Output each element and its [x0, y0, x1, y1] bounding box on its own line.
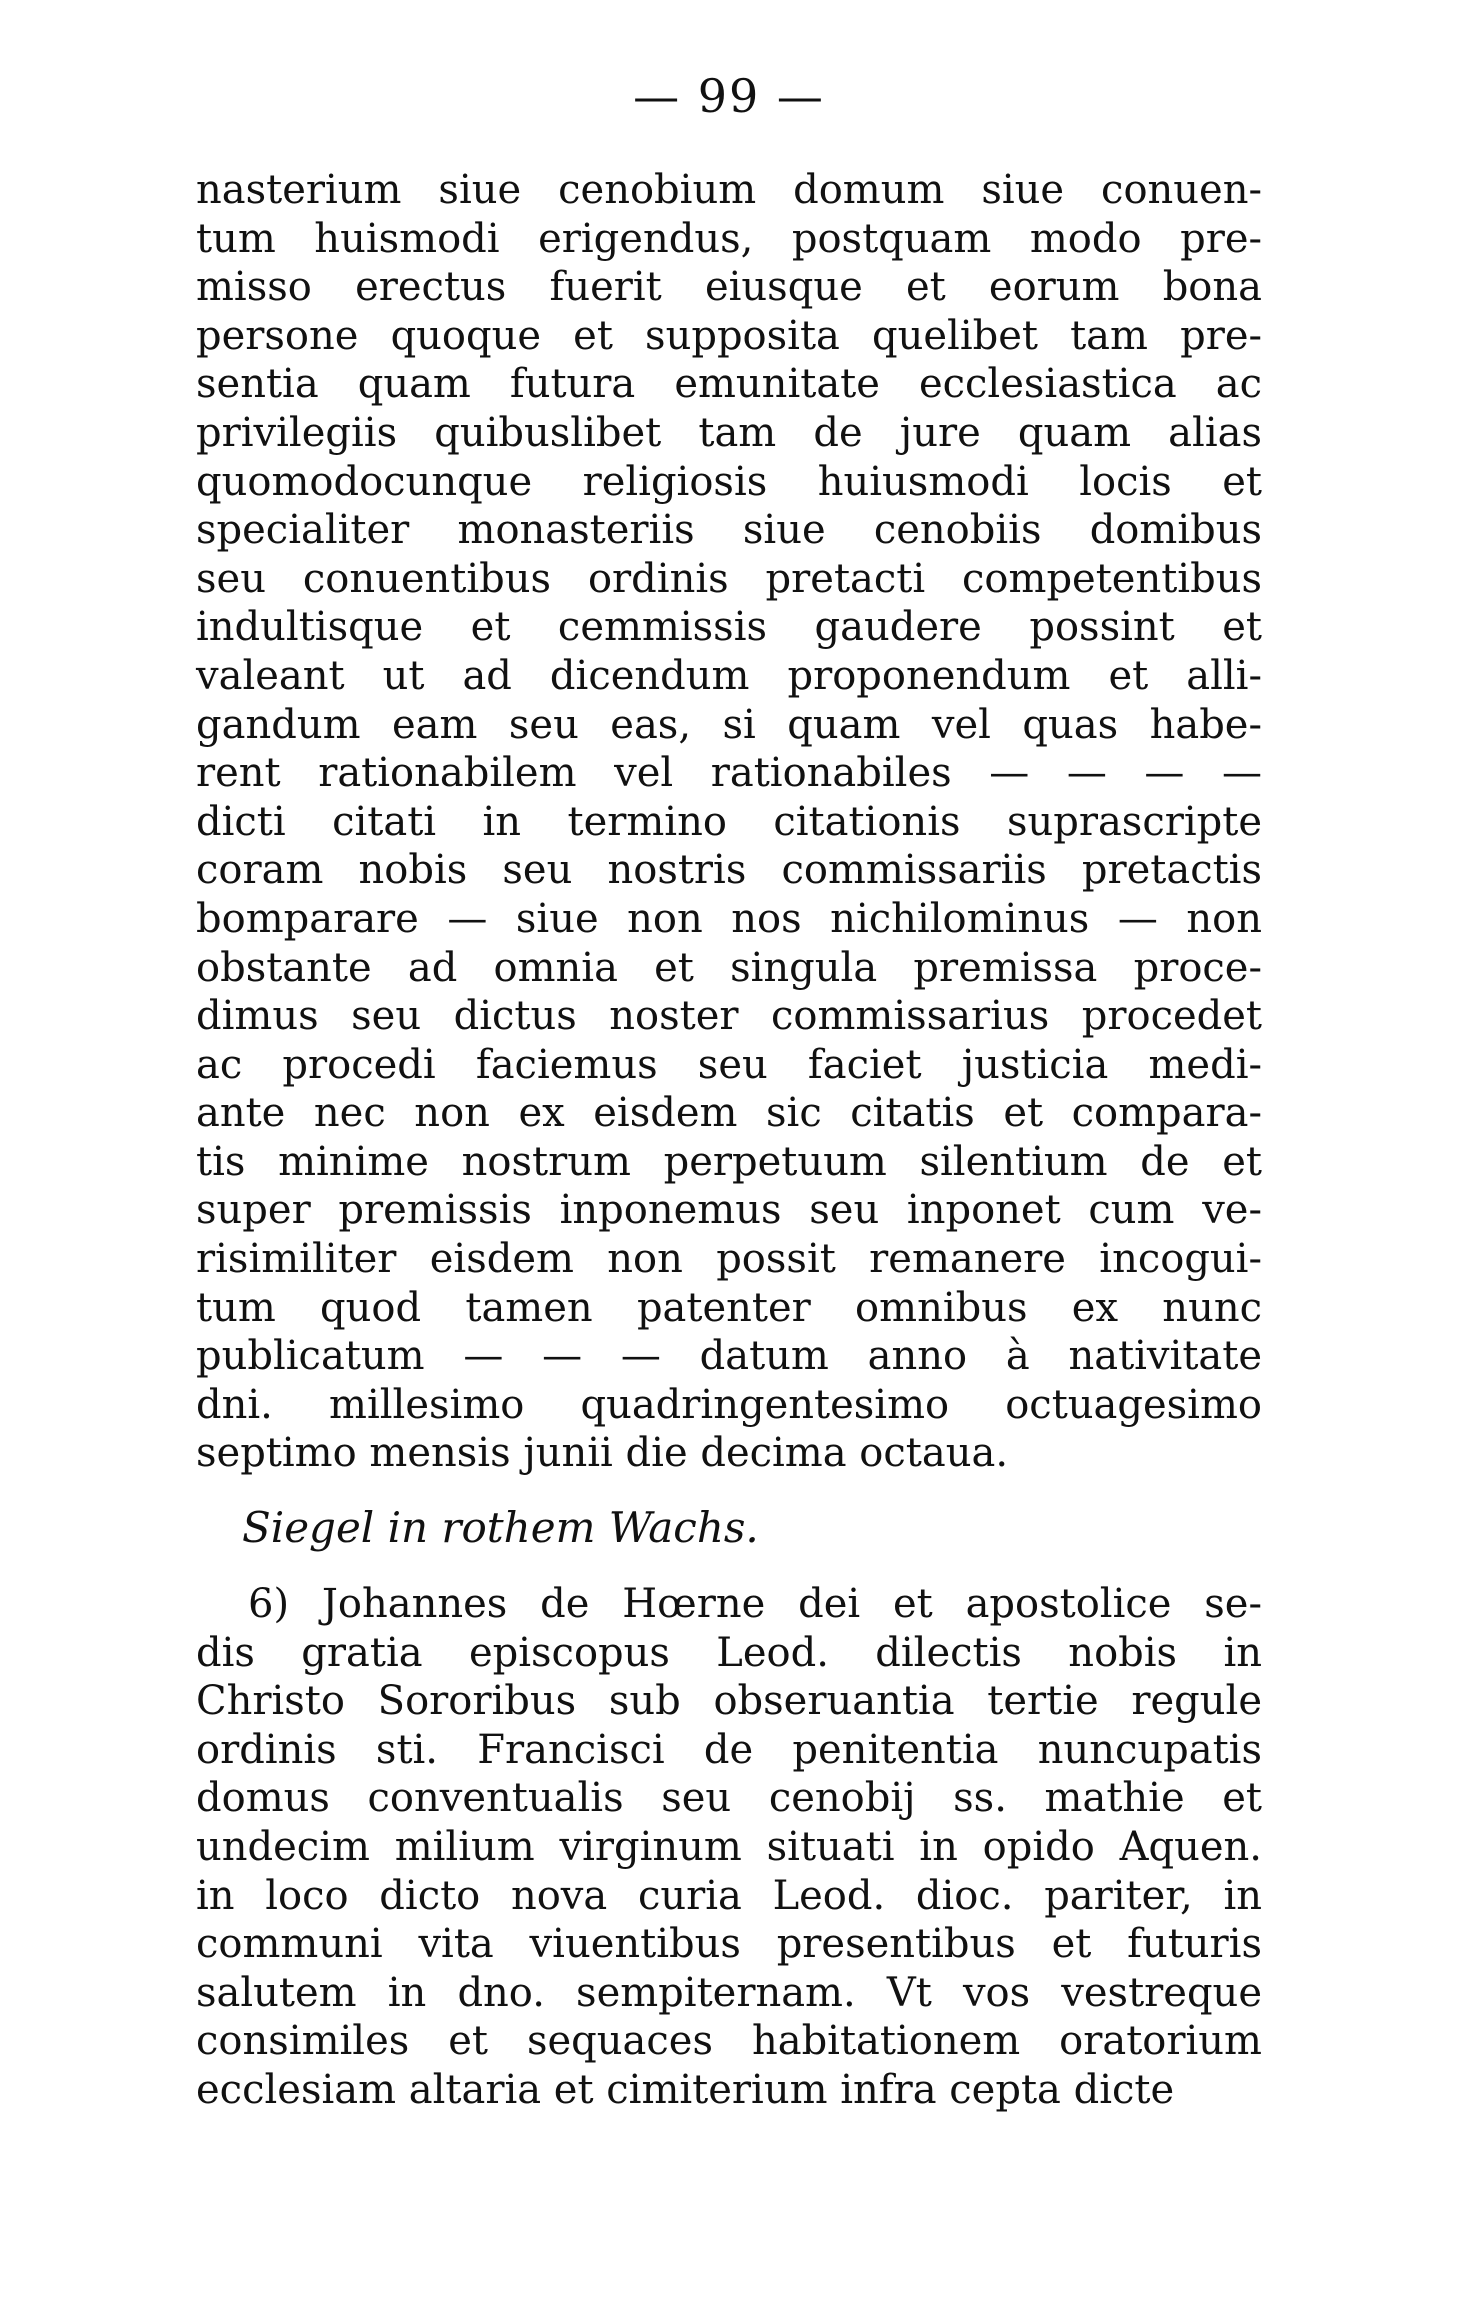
text-line: privilegiis quibuslibet tam de jure quam alias	[196, 409, 1262, 456]
text-line: sentia quam futura emunitate ecclesiastica ac	[196, 361, 1262, 408]
page-number: — 99 —	[633, 69, 825, 123]
text-line: ante nec non ex eisdem sic citatis et compara-	[196, 1090, 1262, 1137]
text-line: salutem in dno. sempiternam. Vt vos vestreque	[196, 1969, 1262, 2016]
text-line: nasterium siue cenobium domum siue conuen-	[196, 167, 1262, 213]
text-line: tum quod tamen patenter omnibus ex nunc	[196, 1284, 1262, 1331]
text-line: dni. millesimo quadringentesimo octuagesimo	[196, 1381, 1262, 1428]
text-line: indultisque et cemmissis gaudere possint et	[196, 604, 1262, 651]
text-line: misso erectus fuerit eiusque et eorum bona	[196, 264, 1262, 311]
text-line: in loco dicto nova curia Leod. dioc. pariter, in	[196, 1872, 1262, 1919]
text-line: rent rationabilem vel rationabiles — — — —	[196, 750, 1262, 797]
text-line: coram nobis seu nostris commissariis pretactis	[196, 847, 1262, 894]
text-line: communi vita viuentibus presentibus et futuris	[196, 1921, 1262, 1968]
text-line: persone quoque et supposita quelibet tam pre-	[196, 312, 1262, 359]
paragraph-continuation	[196, 166, 1262, 1478]
text-line: tum huismodi erigendus, postquam modo pre-	[196, 215, 1262, 262]
text-line: Christo Sororibus sub obseruantia tertie regule	[196, 1678, 1262, 1725]
text-line: consimiles et sequaces habitationem oratorium	[196, 2018, 1262, 2065]
text-line: super premissis inponemus seu inponet cum ve-	[196, 1187, 1262, 1234]
text-line: specialiter monasteriis siue cenobiis domibus	[196, 507, 1262, 554]
seal-note: Siegel in rothem Wachs.	[242, 1503, 759, 1552]
text-line: valeant ut ad dicendum proponendum et alli-	[196, 652, 1262, 699]
text-line: dicti citati in termino citationis suprascripte	[196, 798, 1262, 845]
text-line: ac procedi faciemus seu faciet justicia medi-	[196, 1041, 1262, 1088]
text-line: publicatum — — — datum anno à nativitate	[196, 1333, 1262, 1380]
text-line: ordinis sti. Francisci de penitentia nuncupatis	[196, 1726, 1262, 1773]
text-line: dis gratia episcopus Leod. dilectis nobis in	[196, 1629, 1262, 1676]
text-line: risimiliter eisdem non possit remanere incogui-	[196, 1236, 1262, 1283]
paragraph-charter-6	[196, 1580, 1262, 2115]
text-line: quomodocunque religiosis huiusmodi locis et	[196, 458, 1262, 505]
text-line: seu conuentibus ordinis pretacti competentibus	[196, 555, 1262, 602]
text-line: domus conventualis seu cenobij ss. mathie et	[196, 1775, 1262, 1822]
text-line: undecim milium virginum situati in opido Aquen.	[196, 1823, 1262, 1870]
text-line: obstante ad omnia et singula premissa proce-	[196, 944, 1262, 991]
text-line: 6) Johannes de Hœrne dei et apostolice se-	[248, 1581, 1262, 1627]
text-line: bomparare — siue non nos nichilominus — non	[196, 895, 1262, 942]
text-line: septimo mensis junii die decima octaua.	[196, 1430, 1009, 1477]
text-line: gandum eam seu eas, si quam vel quas habe-	[196, 701, 1262, 748]
text-line: ecclesiam altaria et cimiterium infra cepta dicte	[196, 2066, 1175, 2113]
text-line: dimus seu dictus noster commissarius procedet	[196, 993, 1262, 1040]
text-line: tis minime nostrum perpetuum silentium de et	[196, 1138, 1262, 1185]
